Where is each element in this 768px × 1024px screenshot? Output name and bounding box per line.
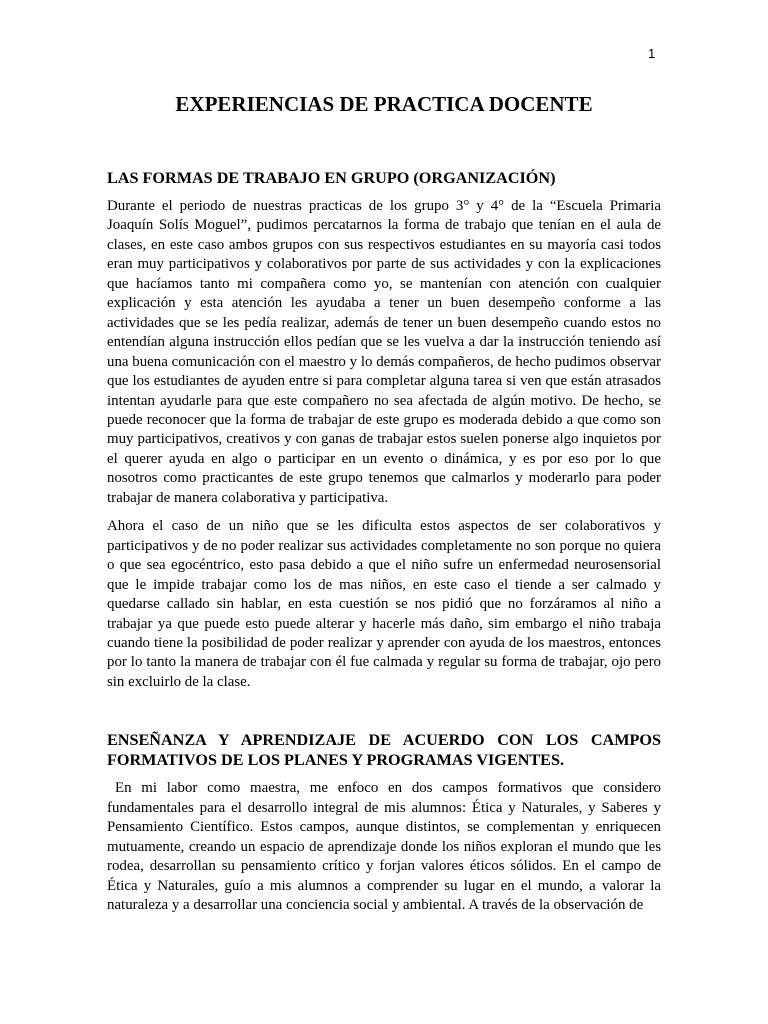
document-body xyxy=(107,168,661,925)
paragraph: Durante el periodo de nuestras practicas de los grupo 3° y 4° de la “Escuela Primaria Joaquín Solís Moguel”, pudimos percatarnos la forma de trabajo que tenían en el aula de clases, en este caso ambos grupos con sus respectivos estudiantes en su mayoría casi todos eran muy participativos y colaborativos por parte de sus actividades y con la explicaciones que hacíamos tanto mi compañera como yo, se mantenían con atención con cualquier explicación y esta atención les ayudaba a tener un buen desempeño conforme a las actividades que se les pedía realizar, además de tener un buen desempeño cuando estos no entendían alguna instrucción ellos pedían que se les vuelva a dar la instrucción teniendo así una buena comunicación con el maestro y lo demás compañeros, de hecho pudimos observar que los estudiantes de ayuden entre si para completar alguna tarea si ven que están atrasados intentan ayudarle para que este compañero no sea afectada de algún motivo. De hecho, se puede reconocer que la forma de trabajar de este grupo es moderada debido a que como son muy participativos, creativos y con ganas de trabajar estos suelen ponerse algo inquietos por el querer ayuda en algo o participar en un evento o dinámica, y es por eso por lo que nosotros como practicantes de este grupo tenemos que calmarlos y moderarlo para poder trabajar de manera colaborativa y participativa. xyxy=(107,198,661,506)
paragraph: Ahora el caso de un niño que se les dificulta estos aspectos de ser colaborativos y participativos y de no poder realizar sus actividades completamente no son porque no quiera o que sea egocéntrico, esto pasa debido a que el niño sufre un enfermedad neurosensorial que le impide trabajar como los de mas niños, en este caso el tiende a ser calmado y quedarse callado sin hablar, en esta cuestión se nos pidió que no forzáramos al niño a trabajar ya que puede esto puede alterar y hacerle más daño, sim embargo el niño trabaja cuando tiene la posibilidad de poder realizar y aprender con ayuda de los maestros, entonces por lo tanto la manera de trabajar con él fue calmada y regular su forma de trabajar, ojo pero sin excluirlo de la clase. xyxy=(107,518,661,690)
document-title: EXPERIENCIAS DE PRACTICA DOCENTE xyxy=(175,92,593,116)
section-teaching-learning xyxy=(107,730,661,915)
page-number: 1 xyxy=(648,46,656,61)
section-heading: LAS FORMAS DE TRABAJO EN GRUPO (ORGANIZACIÓN) xyxy=(107,169,556,187)
section-group-work xyxy=(107,168,661,692)
section-heading: ENSEÑANZA Y APRENDIZAJE DE ACUERDO CON LOS CAMPOS FORMATIVOS DE LOS PLANES Y PROGRAMAS VIGENTES. xyxy=(107,731,661,770)
paragraph: En mi labor como maestra, me enfoco en dos campos formativos que considero fundamentales para el desarrollo integral de mis alumnos: Ética y Naturales, y Saberes y Pensamiento Científico. Estos campos, aunque distintos, se complementan y enriquecen mutuamente, creando un espacio de aprendizaje donde los niños exploran el mundo que les rodea, desarrollan su pensamiento crítico y forjan valores éticos sólidos. En el campo de Ética y Naturales, guío a mis alumnos a comprender su lugar en el mundo, a valorar la naturaleza y a desarrollar una conciencia social y ambiental. A través de la observación de xyxy=(107,780,661,914)
